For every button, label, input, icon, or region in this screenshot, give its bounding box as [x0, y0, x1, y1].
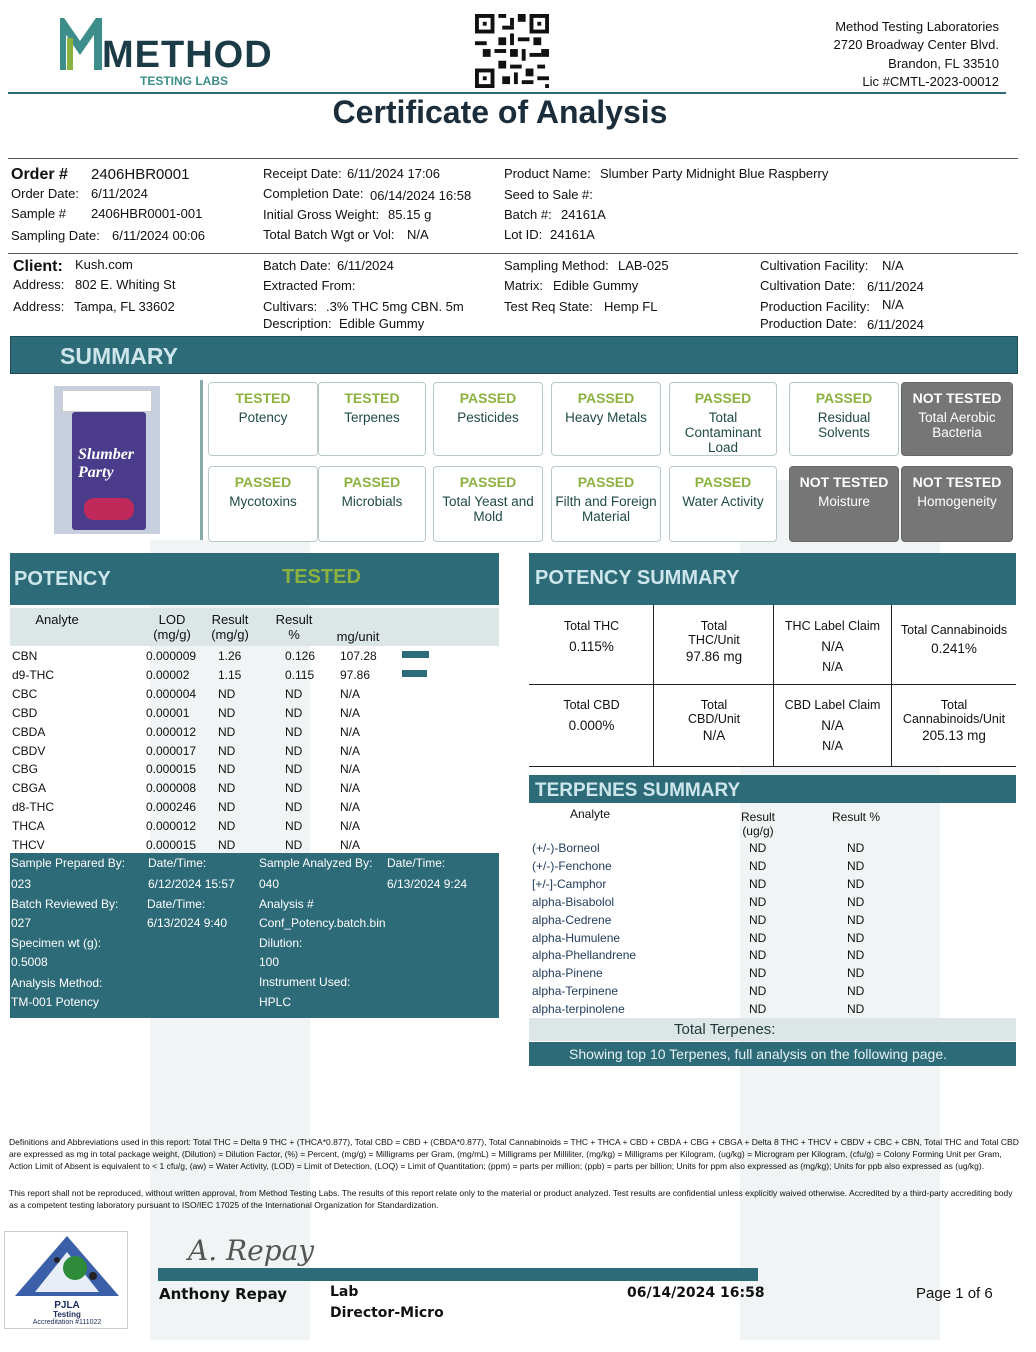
terpene-name: alpha-Cedrene — [532, 912, 612, 927]
summary-box-value: 0.241% — [931, 641, 977, 656]
page-title: Certificate of Analysis — [332, 94, 668, 130]
tile-status: PASSED — [694, 474, 752, 490]
terpene-pct: ND — [847, 1002, 865, 1017]
matrix: Edible Gummy — [553, 278, 639, 293]
summary-tile — [318, 382, 426, 456]
cultivars: .3% THC 5mg CBN. 5m — [326, 299, 464, 314]
lot-id: 24161A — [550, 227, 595, 242]
reviewed-value: 027 — [11, 916, 32, 930]
summary-tile — [669, 382, 777, 456]
dilution-label: Dilution: — [259, 936, 303, 950]
potency-cell: 0.000004 — [146, 686, 197, 701]
analysis-label: Analysis # — [259, 897, 314, 911]
tile-label: Potency — [238, 410, 288, 425]
address-line: 802 E. Whiting St — [75, 277, 176, 292]
potency-bar — [402, 651, 429, 658]
terpene-pct: ND — [847, 858, 865, 873]
signer-name: Anthony Repay — [159, 1285, 288, 1303]
tile-status: PASSED — [815, 390, 873, 406]
summary-tile — [901, 382, 1013, 456]
sign-date: 06/14/2024 16:58 — [627, 1285, 765, 1301]
col-lod: LOD (mg/g) — [153, 612, 191, 642]
terpene-name: alpha-Pinene — [532, 966, 603, 981]
prep-value: 023 — [11, 877, 32, 891]
summary-tile — [551, 382, 661, 456]
col-result-mg: Result (mg/g) — [211, 612, 249, 642]
potency-cell: ND — [285, 705, 303, 720]
potency-cell: ND — [285, 819, 303, 834]
terpene-result: ND — [749, 930, 767, 945]
cultivation-date: 6/11/2024 — [867, 279, 924, 294]
tile-status: NOT TESTED — [912, 390, 1002, 406]
potency-cell: 0.126 — [285, 649, 316, 663]
summary-tile — [318, 466, 426, 542]
potency-cell: N/A — [340, 819, 361, 834]
potency-cell: 0.00001 — [146, 705, 190, 720]
col-mg-unit: mg/unit — [336, 629, 380, 644]
terpene-name: (+/-)-Fenchone — [532, 858, 612, 873]
terpene-name: alpha-Bisabolol — [532, 894, 615, 909]
seed-to-sale-label: Seed to Sale #: — [504, 187, 593, 202]
pjla-text: PJLA — [54, 1300, 80, 1311]
potency-cell: CBG — [12, 762, 39, 777]
cultivars-label: Cultivars: — [263, 299, 318, 314]
col-analyte: Analyte — [35, 612, 79, 627]
potency-cell: ND — [285, 743, 303, 758]
potency-cell: 107.28 — [340, 649, 377, 663]
dt1-label: Date/Time: — [148, 856, 207, 870]
potency-cell: N/A — [340, 686, 361, 701]
instrument-label: Instrument Used: — [259, 975, 351, 989]
potency-cell: ND — [218, 705, 236, 720]
description: Edible Gummy — [339, 316, 425, 331]
product-name: Slumber Party Midnight Blue Raspberry — [600, 166, 829, 181]
sampling-method-label: Sampling Method: — [504, 258, 609, 273]
summary-box-value: N/A — [821, 718, 844, 733]
matrix-label: Matrix: — [504, 278, 543, 293]
production-facility: N/A — [882, 297, 904, 312]
terpene-name: (+/-)-Borneol — [532, 841, 600, 855]
summary-box-value: 205.13 mg — [922, 728, 986, 743]
potency-cell: d9-THC — [12, 667, 55, 682]
potency-cell: 0.00002 — [146, 667, 190, 682]
potency-cell: N/A — [340, 724, 361, 739]
summary-box-label: Total Cannabinoids/Unit — [902, 698, 1006, 726]
potency-cell: ND — [285, 838, 303, 852]
instrument-value: HPLC — [259, 995, 292, 1009]
product-name-label: Product Name: — [504, 166, 591, 181]
terpene-result: ND — [749, 984, 767, 999]
potency-cell: CBC — [12, 686, 38, 701]
tile-label: Water Activity — [682, 494, 764, 509]
tile-label: Total Aerobic Bacteria — [918, 410, 996, 440]
potency-cell: ND — [285, 724, 303, 739]
potency-cell: 0.000015 — [146, 762, 197, 777]
potency-cell: 0.000008 — [146, 781, 197, 796]
dt2-label: Date/Time: — [387, 856, 446, 870]
summary-box-label: Total CBD — [563, 698, 620, 712]
method-logo — [60, 18, 273, 90]
potency-cell: ND — [218, 743, 236, 758]
tile-label: Total Contaminant Load — [684, 410, 762, 455]
receipt-date: 6/11/2024 17:06 — [347, 166, 441, 181]
potency-cell: 0.000015 — [146, 838, 197, 852]
summary-box-value: 0.115% — [569, 639, 614, 654]
tile-status: NOT TESTED — [799, 474, 889, 490]
potency-cell: 0.000012 — [146, 819, 197, 834]
potency-cell: CBD — [12, 705, 38, 720]
page-number: Page 1 of 6 — [916, 1285, 993, 1302]
batch-date-label: Batch Date: — [263, 258, 331, 273]
pjla-logo — [4, 1231, 128, 1329]
potency-cell: THCV — [12, 838, 45, 852]
analyzed-value: 040 — [259, 877, 280, 891]
terpene-name: [+/-]-Camphor — [532, 876, 607, 891]
potency-cell: N/A — [340, 838, 361, 852]
sample-label: Sample # — [11, 206, 66, 221]
completion-date: 06/14/2024 16:58 — [370, 188, 472, 203]
divider — [8, 253, 1018, 254]
summary-tile — [789, 466, 899, 542]
terpene-pct: ND — [847, 841, 865, 855]
analyzed-label: Sample Analyzed By: — [259, 856, 373, 870]
potency-cell: CBN — [12, 649, 38, 663]
tile-label: Mycotoxins — [229, 494, 297, 509]
potency-cell: 1.15 — [218, 667, 242, 682]
terpenes-total-label: Total Terpenes: — [674, 1021, 776, 1038]
summary-title: SUMMARY — [60, 343, 178, 369]
potency-cell: N/A — [340, 781, 361, 796]
summary-tile — [208, 466, 318, 542]
summary-box-label: THC Label Claim — [784, 619, 881, 633]
summary-box — [655, 605, 774, 684]
batch-wgt-label: Total Batch Wgt or Vol: — [263, 227, 395, 242]
terpene-result: ND — [749, 858, 767, 873]
prep-label: Sample Prepared By: — [11, 856, 126, 870]
terpene-pct: ND — [847, 966, 865, 981]
signer-title: Director-Micro — [330, 1305, 444, 1321]
gross-weight-label: Initial Gross Weight: — [263, 207, 380, 222]
qr-code — [474, 14, 550, 88]
potency-cell: 97.86 — [340, 667, 371, 682]
extracted-from-label: Extracted From: — [263, 278, 356, 293]
terp-col-analyte: Analyte — [569, 807, 611, 821]
potency-cell: 0.000012 — [146, 724, 197, 739]
dt3-label: Date/Time: — [147, 897, 206, 911]
terpene-name: alpha-terpinolene — [532, 1002, 625, 1017]
summary-tile — [433, 466, 543, 542]
potency-cell: ND — [218, 724, 236, 739]
tile-label: Pesticides — [457, 410, 519, 425]
production-date-label: Production Date: — [760, 316, 857, 331]
lab-street: 2720 Broadway Center Blvd. — [833, 37, 999, 52]
terp-col-result: Result (ug/g) — [740, 810, 775, 838]
pjla-testing: Testing — [53, 1310, 81, 1319]
cultivation-date-label: Cultivation Date: — [760, 278, 856, 293]
potency-cell: ND — [285, 800, 303, 815]
summary-box — [774, 605, 892, 684]
analysis-value: Conf_Potency.batch.bin — [259, 916, 386, 930]
client-name: Kush.com — [75, 257, 133, 272]
tile-status: PASSED — [234, 474, 292, 490]
summary-tile — [551, 466, 661, 542]
terpenes-note: Showing top 10 Terpenes, full analysis on the following page. — [569, 1046, 947, 1062]
potency-status: TESTED — [282, 566, 361, 588]
terpene-result: ND — [749, 912, 767, 927]
potency-cell: ND — [218, 686, 236, 701]
potency-cell: 0.000009 — [146, 649, 197, 663]
tile-status: PASSED — [459, 390, 517, 406]
summary-box-value: N/A — [702, 728, 726, 743]
potency-cell: CBDV — [12, 743, 46, 758]
potency-cell: ND — [218, 800, 236, 815]
potency-cell: N/A — [340, 800, 361, 815]
terpene-pct: ND — [847, 912, 865, 927]
tile-status: NOT TESTED — [912, 474, 1002, 490]
summary-box-value: 0.000% — [568, 718, 615, 733]
address-label: Address: — [13, 277, 65, 292]
summary-box-label: Total THC — [563, 619, 620, 633]
potency-cell: N/A — [340, 743, 361, 758]
tile-label: Total Yeast and Mold — [442, 494, 534, 524]
summary-box — [530, 684, 654, 766]
completion-label: Completion Date: — [263, 186, 364, 201]
terpene-name: alpha-Humulene — [532, 930, 621, 945]
potency-cell: d8-THC — [12, 800, 55, 815]
potency-summary-title: POTENCY SUMMARY — [535, 567, 740, 589]
cultivation-facility-label: Cultivation Facility: — [760, 258, 869, 273]
tile-status: PASSED — [577, 390, 635, 406]
summary-box — [774, 684, 892, 766]
terp-col-pct: Result % — [831, 810, 881, 824]
tile-label: Heavy Metals — [565, 410, 647, 425]
lab-license: Lic #CMTL-2023-00012 — [862, 74, 999, 89]
batch-wgt: N/A — [407, 227, 429, 242]
terpene-result: ND — [749, 966, 767, 981]
potency-cell: N/A — [340, 705, 361, 720]
terpenes-title: TERPENES SUMMARY — [535, 780, 741, 801]
signature — [188, 1232, 408, 1272]
summary-tile — [208, 382, 318, 456]
sampling-method: LAB-025 — [618, 258, 669, 273]
batch-date: 6/11/2024 — [337, 258, 394, 273]
potency-cell: CBDA — [12, 724, 46, 739]
potency-cell: ND — [285, 686, 303, 701]
address-city: Tampa, FL 33602 — [74, 299, 175, 314]
batch-number: 24161A — [561, 207, 606, 222]
terpene-result: ND — [749, 948, 767, 963]
definitions-text: Definitions and Abbreviations used in this report: Total THC = Delta 9 THC + (THCA*0.877), Total CBD = CBD + (CBDA*0.877), Total Cannabinoids = THC + THCA + CBD + CBDA + CBG + CBGA + Delta 8 THC + THCV + CBDV + CBC + CBN, Total THC and Total CBD are expressed as mg in total package weight, (Dilution) = Dilution Factor, (%) = Percent, (mg/g) = Milligrams per Gram, (mg/mL) = Milligrams per Milliliter, (mg/kg) = Milligrams per Kilogram, (ug/kg) = Microgram per Kilogram, (cfu/g) = Colony Forming Unit per Gram, Action Limit of Absent is equivalent to < 1 cfu/g, (aw) = Water Activity, (LOD) = Limit of Detection, (LOQ) = Limit of Quantitation; (ppm) = parts per million; (ppb) = parts per billion; Units for ppm also expressed as (mg/kg); Units for ppb also expressed as (ug/kg). — [9, 1137, 1019, 1171]
client-label: Client: — [13, 258, 63, 275]
terpene-result: ND — [749, 841, 767, 855]
potency-cell: ND — [218, 762, 236, 777]
logo-subtext: TESTING LABS — [140, 74, 229, 88]
terpene-name: alpha-Phellandrene — [532, 948, 637, 963]
terpene-result: ND — [749, 894, 767, 909]
tile-status: PASSED — [577, 474, 635, 490]
potency-cell: ND — [285, 762, 303, 777]
tile-status: PASSED — [694, 390, 752, 406]
tile-label: Filth and Foreign Material — [555, 494, 657, 524]
terpene-pct: ND — [847, 984, 865, 999]
terpene-pct: ND — [847, 894, 865, 909]
potency-cell: THCA — [12, 819, 45, 834]
logo-text: METHOD — [102, 34, 273, 76]
order-date: 6/11/2024 — [91, 186, 148, 201]
tile-status: TESTED — [344, 390, 400, 406]
gross-weight: 85.15 g — [388, 207, 432, 222]
test-state-label: Test Req State: — [504, 299, 593, 314]
lab-city: Brandon, FL 33510 — [888, 56, 999, 71]
dilution-value: 100 — [259, 955, 280, 969]
dt2-value: 6/13/2024 9:24 — [387, 877, 468, 891]
order-label: Order # — [11, 166, 68, 183]
potency-cell: 0.115 — [285, 667, 315, 682]
test-state: Hemp FL — [604, 299, 658, 314]
lot-label: Lot ID: — [504, 227, 543, 242]
potency-bar — [402, 670, 427, 677]
potency-cell: 0.000017 — [146, 743, 197, 758]
summary-box-value: N/A — [822, 739, 843, 753]
tile-label: Homogeneity — [917, 494, 997, 509]
summary-box — [655, 684, 774, 766]
dt3-value: 6/13/2024 9:40 — [147, 916, 228, 930]
notice-text: This report shall not be reproduced, without written approval, from Method Testing Labs. The results of this report relate only to the material or product analyzed. Test results are confidential unless explicitly waived otherwise. Accredited by a third-party accrediting body as a competent testing laboratory pursuant to ISO/IEC 17025 of the International Organization for Standardization. — [9, 1188, 1013, 1210]
divider — [8, 158, 1018, 159]
potency-cell: N/A — [340, 762, 361, 777]
address-label: Address: — [13, 299, 65, 314]
summary-box-label: CBD Label Claim — [784, 698, 881, 712]
tile-label: Residual Solvents — [817, 410, 871, 440]
potency-cell: ND — [285, 781, 303, 796]
summary-box-label: Total THC/Unit — [688, 619, 740, 647]
potency-cell: 0.000246 — [146, 800, 197, 815]
divider — [200, 380, 203, 540]
sample-number: 2406HBR0001-001 — [91, 206, 203, 221]
description-label: Description: — [263, 316, 332, 331]
potency-cell: ND — [218, 781, 236, 796]
signature-bar — [158, 1268, 758, 1281]
potency-cell: CBGA — [12, 781, 47, 796]
tile-label: Moisture — [818, 494, 870, 509]
cultivation-facility: N/A — [882, 258, 904, 273]
order-number: 2406HBR0001 — [91, 166, 190, 183]
col-result-pct: Result % — [275, 612, 313, 642]
potency-cell: ND — [218, 838, 236, 852]
summary-tile — [433, 382, 543, 456]
dt1-value: 6/12/2024 15:57 — [148, 877, 235, 891]
tile-status: PASSED — [459, 474, 517, 490]
summary-box-value: N/A — [821, 639, 844, 654]
sampling-date-label: Sampling Date: — [11, 228, 100, 243]
sampling-date: 6/11/2024 00:06 — [112, 228, 206, 243]
potency-title: POTENCY — [14, 568, 111, 590]
summary-box — [892, 605, 1016, 684]
summary-box-value: N/A — [822, 660, 843, 674]
tile-status: TESTED — [235, 390, 291, 406]
terpene-pct: ND — [847, 876, 865, 891]
signature-script: A. Repay — [188, 1234, 315, 1267]
reviewed-label: Batch Reviewed By: — [11, 897, 119, 911]
terpene-name: alpha-Terpinene — [532, 984, 619, 999]
production-date: 6/11/2024 — [867, 317, 924, 332]
summary-tile — [789, 382, 899, 456]
summary-box-label: Total CBD/Unit — [687, 698, 741, 726]
lab-name: Method Testing Laboratories — [835, 19, 999, 34]
signer-role: Lab — [330, 1284, 359, 1300]
product-image: Slumber Party — [54, 386, 160, 534]
batch-label: Batch #: — [504, 207, 552, 222]
receipt-label: Receipt Date: — [263, 166, 342, 181]
summary-tile — [901, 466, 1013, 542]
summary-box — [530, 605, 654, 684]
production-facility-label: Production Facility: — [760, 299, 870, 314]
terpene-pct: ND — [847, 948, 865, 963]
tile-label: Terpenes — [344, 410, 400, 425]
terpene-result: ND — [749, 876, 767, 891]
pjla-accreditation: Accreditation #111022 — [32, 1319, 102, 1326]
summary-tile — [669, 466, 777, 542]
method-value: TM-001 Potency — [11, 995, 100, 1009]
specimen-label: Specimen wt (g): — [11, 936, 102, 950]
tile-status: PASSED — [343, 474, 401, 490]
potency-cell: 1.26 — [218, 649, 242, 663]
terpene-result: ND — [749, 1002, 767, 1017]
potency-cell: ND — [218, 819, 236, 834]
summary-box-label: Total Cannabinoids — [900, 623, 1008, 637]
summary-box — [892, 684, 1016, 766]
summary-box-value: 97.86 mg — [685, 649, 743, 664]
method-label: Analysis Method: — [11, 976, 103, 990]
order-date-label: Order Date: — [11, 186, 79, 201]
specimen-value: 0.5008 — [11, 955, 48, 969]
terpene-pct: ND — [847, 930, 865, 945]
tile-label: Microbials — [341, 494, 403, 509]
